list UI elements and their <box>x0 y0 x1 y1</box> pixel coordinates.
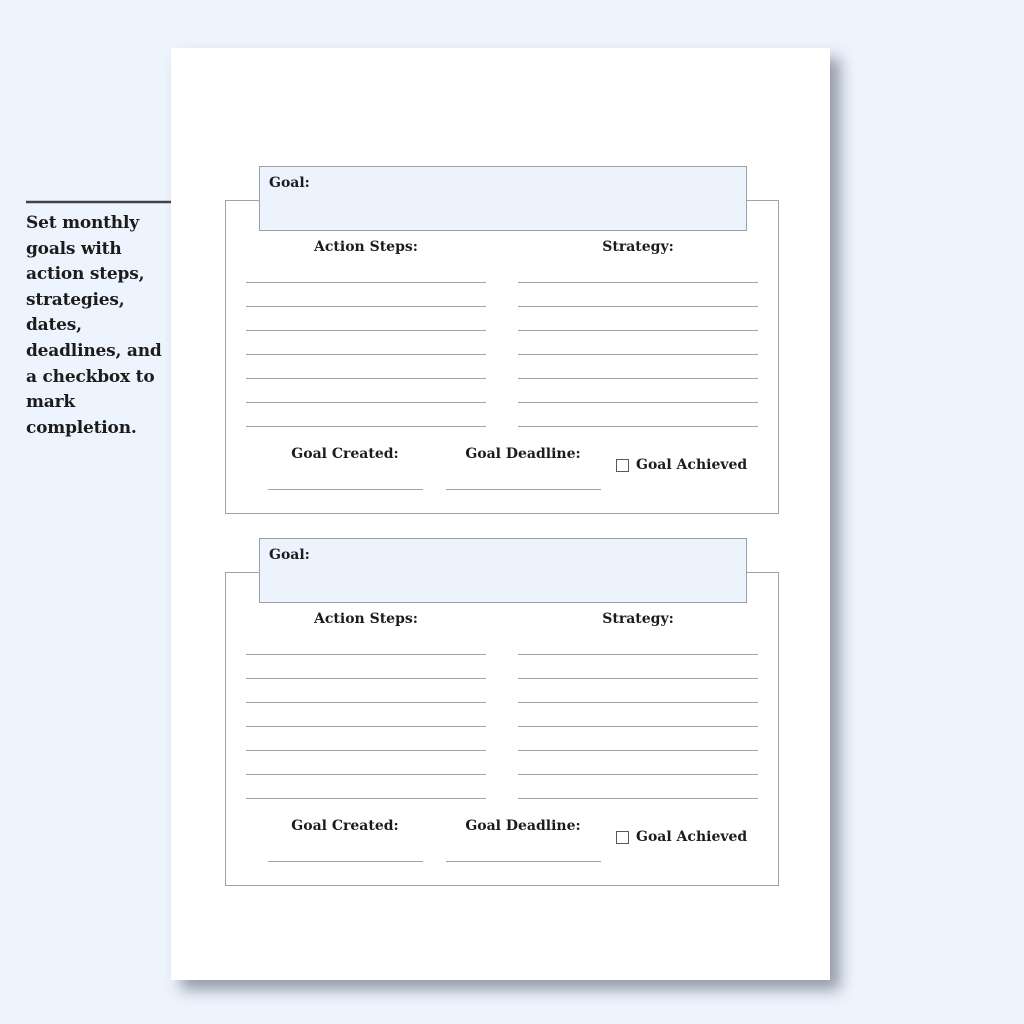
strategy-line[interactable] <box>518 774 758 775</box>
goal-label: Goal: <box>269 175 310 191</box>
annotation-caption: Set monthly goals with action steps, strategies, dates, deadlines, and a checkbox to mark completion. <box>26 213 162 438</box>
strategy-line[interactable] <box>518 354 758 355</box>
action-step-line[interactable] <box>246 678 486 679</box>
goal-deadline-label: Goal Deadline: <box>465 446 581 462</box>
strategy-line[interactable] <box>518 654 758 655</box>
strategy-line[interactable] <box>518 330 758 331</box>
strategy-line[interactable] <box>518 726 758 727</box>
action-step-line[interactable] <box>246 798 486 799</box>
action-step-line[interactable] <box>246 702 486 703</box>
goal-block <box>225 538 779 885</box>
action-step-line[interactable] <box>246 426 486 427</box>
goal-created-field[interactable] <box>268 861 423 862</box>
strategy-line[interactable] <box>518 402 758 403</box>
goal-deadline-label: Goal Deadline: <box>465 818 581 834</box>
action-step-line[interactable] <box>246 654 486 655</box>
action-step-line[interactable] <box>246 330 486 331</box>
goal-achieved <box>616 829 747 845</box>
planner-page <box>171 48 830 980</box>
goal-field[interactable] <box>259 166 747 231</box>
action-step-line[interactable] <box>246 402 486 403</box>
strategy-line[interactable] <box>518 750 758 751</box>
action-step-line[interactable] <box>246 282 486 283</box>
goal-achieved <box>616 457 747 473</box>
strategy-line[interactable] <box>518 378 758 379</box>
strategy-line[interactable] <box>518 282 758 283</box>
goal-label: Goal: <box>269 547 310 563</box>
action-step-line[interactable] <box>246 378 486 379</box>
strategy-line[interactable] <box>518 702 758 703</box>
goal-created-label: Goal Created: <box>291 446 399 462</box>
goal-deadline-field[interactable] <box>446 489 601 490</box>
strategy-header: Strategy: <box>602 611 674 627</box>
action-step-line[interactable] <box>246 774 486 775</box>
goal-achieved-label: Goal Achieved <box>636 829 748 845</box>
strategy-line[interactable] <box>518 678 758 679</box>
action-steps-header: Action Steps: <box>314 611 418 627</box>
goal-achieved-checkbox[interactable] <box>616 831 629 844</box>
strategy-line[interactable] <box>518 426 758 427</box>
strategy-header: Strategy: <box>602 239 674 255</box>
action-step-line[interactable] <box>246 306 486 307</box>
goal-created-label: Goal Created: <box>291 818 399 834</box>
action-step-line[interactable] <box>246 750 486 751</box>
strategy-line[interactable] <box>518 798 758 799</box>
goal-achieved-label: Goal Achieved <box>636 457 748 473</box>
goal-achieved-checkbox[interactable] <box>616 459 629 472</box>
goal-field[interactable] <box>259 538 747 603</box>
action-steps-header: Action Steps: <box>314 239 418 255</box>
strategy-line[interactable] <box>518 306 758 307</box>
goal-deadline-field[interactable] <box>446 861 601 862</box>
goal-created-field[interactable] <box>268 489 423 490</box>
goal-block <box>225 166 779 513</box>
action-step-line[interactable] <box>246 354 486 355</box>
action-step-line[interactable] <box>246 726 486 727</box>
